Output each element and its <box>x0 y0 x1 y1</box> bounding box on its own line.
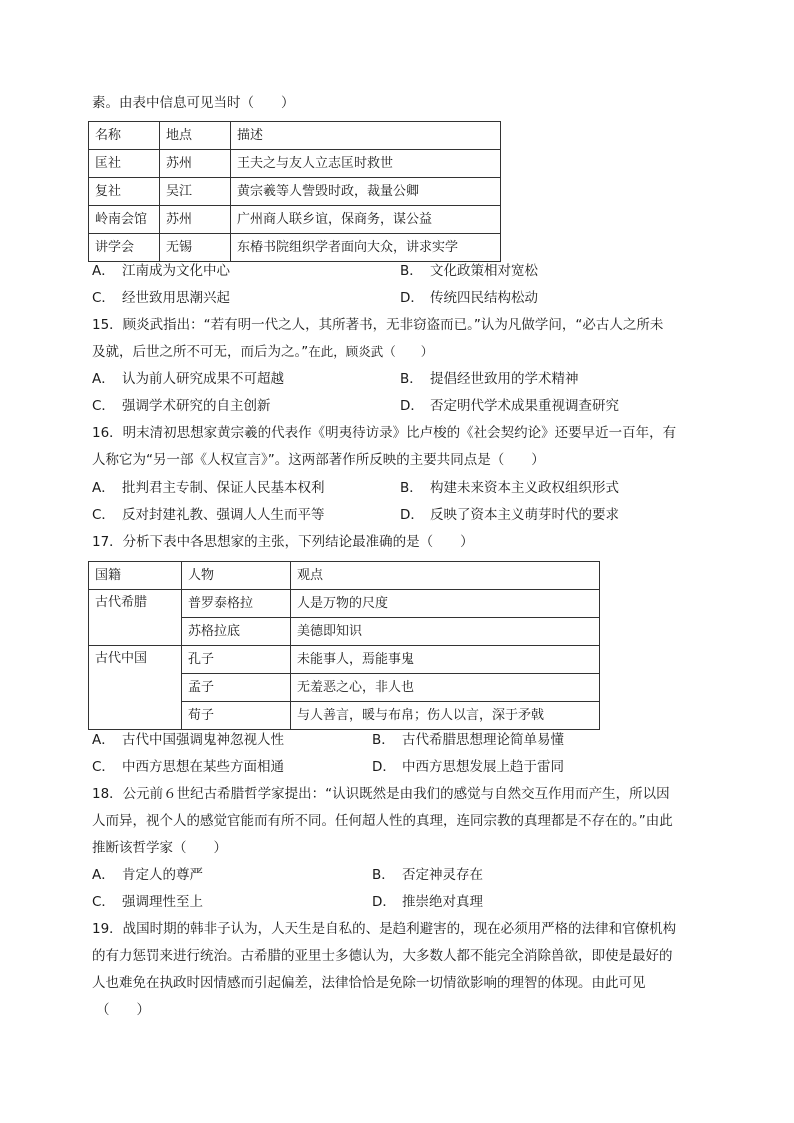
table-header-cell: 地点 <box>160 122 231 150</box>
table-cell: 普罗泰格拉 <box>182 590 291 618</box>
option-d[interactable] <box>372 893 483 911</box>
option-b[interactable] <box>372 731 564 749</box>
option-c[interactable] <box>92 758 284 776</box>
option-text: 认为前人研究成果不可超越 <box>122 371 284 387</box>
table-cell: 无锡 <box>160 234 231 262</box>
question-15-text: 及就，后世之所不可无，而后为之。” <box>92 344 309 360</box>
option-text: 反对封建礼教、强调人人生而平等 <box>122 507 325 523</box>
option-text: 肯定人的尊严 <box>122 867 203 883</box>
option-text: 江南成为文化中心 <box>122 263 230 279</box>
table-header-cell: 国籍 <box>89 562 182 590</box>
question-16-line-2: 人称它为“另一部《人权宣言》”。这两部著作所反映的主要共同点是（ ） <box>92 452 545 468</box>
option-text: 推崇绝对真理 <box>402 894 483 910</box>
table-cell: 匡社 <box>89 150 160 178</box>
option-a[interactable] <box>92 370 284 388</box>
option-c[interactable] <box>92 397 271 415</box>
table-header-cell: 观点 <box>291 562 600 590</box>
option-letter: D． <box>400 398 424 414</box>
option-b[interactable] <box>400 370 579 388</box>
table-2 <box>88 561 600 730</box>
option-b[interactable] <box>372 866 483 884</box>
table-row <box>89 590 600 618</box>
question-19-line-2: 的有力惩罚来进行统治。古希腊的亚里士多德认为，大多数人都不能完全消除兽欲，即使是最好的 <box>92 948 673 964</box>
table-cell: 无羞恶之心，非人也 <box>291 674 600 702</box>
option-d[interactable] <box>400 506 619 524</box>
table-cell: 孔子 <box>182 646 291 674</box>
table-1 <box>88 121 501 262</box>
table-cell: 东椿书院组织学者面向大众，讲求实学 <box>231 234 501 262</box>
option-letter: C． <box>92 759 115 775</box>
option-letter: C． <box>92 894 115 910</box>
table-header-row <box>89 562 600 590</box>
option-d[interactable] <box>372 758 564 776</box>
table-cell: 吴江 <box>160 178 231 206</box>
table-cell: 人是万物的尺度 <box>291 590 600 618</box>
option-c[interactable] <box>92 506 325 524</box>
option-letter: D． <box>372 894 396 910</box>
option-text: 强调学术研究的自主创新 <box>122 398 271 414</box>
option-a[interactable] <box>92 479 325 497</box>
option-letter: A． <box>92 480 115 496</box>
table-cell: 苏州 <box>160 150 231 178</box>
option-letter: A． <box>92 371 115 387</box>
table-cell-nation: 古代中国 <box>89 646 182 730</box>
table-cell: 孟子 <box>182 674 291 702</box>
table-cell: 荀子 <box>182 702 291 730</box>
question-15-stem: 在此，顾炎武（ ） <box>308 344 434 359</box>
option-a[interactable] <box>92 262 230 280</box>
table-header-row <box>89 122 501 150</box>
option-text: 提倡经世致用的学术精神 <box>430 371 579 387</box>
table-cell: 岭南会馆 <box>89 206 160 234</box>
table-row <box>89 234 501 262</box>
option-text: 古代希腊思想理论简单易懂 <box>402 732 564 748</box>
table-row <box>89 646 600 674</box>
option-letter: B． <box>400 263 423 279</box>
table-cell: 苏格拉底 <box>182 618 291 646</box>
question-15-line-2 <box>92 343 433 361</box>
table-cell: 与人善言，暖与布帛；伤人以言，深于矛戟 <box>291 702 600 730</box>
option-c[interactable] <box>92 893 203 911</box>
question-16-line-1: 16．明末清初思想家黄宗羲的代表作《明夷待访录》比卢梭的《社会契约论》还要早近一百年，有 <box>92 425 677 441</box>
option-a[interactable] <box>92 866 203 884</box>
table-cell: 苏州 <box>160 206 231 234</box>
question-19-line-4: （ ） <box>96 1002 150 1018</box>
option-text: 构建未来资本主义政权组织形式 <box>430 480 619 496</box>
option-text: 强调理性至上 <box>122 894 203 910</box>
question-18-line-1: 18．公元前６世纪古希腊哲学家提出：“认识既然是由我们的感觉与自然交互作用而产生，所以因 <box>92 786 670 802</box>
option-d[interactable] <box>400 289 538 307</box>
table-header-cell: 人物 <box>182 562 291 590</box>
question-17-line-1: 17．分析下表中各思想家的主张，下列结论最准确的是（ ） <box>92 534 474 550</box>
question-18-line-2: 人而异，视个人的感觉官能而有所不同。任何超人性的真理，连同宗教的真理都是不存在的。”由此 <box>92 813 673 829</box>
table-header-cell: 描述 <box>231 122 501 150</box>
option-b[interactable] <box>400 479 619 497</box>
option-letter: B． <box>372 867 395 883</box>
option-letter: A． <box>92 732 115 748</box>
option-text: 文化政策相对宽松 <box>430 263 538 279</box>
option-letter: C． <box>92 398 115 414</box>
option-letter: D． <box>400 290 424 306</box>
table-cell: 王夫之与友人立志匡时救世 <box>231 150 501 178</box>
option-letter: C． <box>92 290 115 306</box>
option-text: 否定神灵存在 <box>402 867 483 883</box>
option-letter: B． <box>400 480 423 496</box>
option-letter: D． <box>400 507 424 523</box>
option-letter: A． <box>92 263 115 279</box>
table-cell: 未能事人，焉能事鬼 <box>291 646 600 674</box>
option-b[interactable] <box>400 262 538 280</box>
option-letter: B． <box>372 732 395 748</box>
option-letter: C． <box>92 507 115 523</box>
option-text: 反映了资本主义萌芽时代的要求 <box>430 507 619 523</box>
question-15-line-1: 15．顾炎武指出：“若有明一代之人，其所著书，无非窃盗而已。”认为凡做学问，“必古人之所未 <box>92 317 664 333</box>
table-row <box>89 178 501 206</box>
table-cell: 复社 <box>89 178 160 206</box>
option-c[interactable] <box>92 289 230 307</box>
option-text: 传统四民结构松动 <box>430 290 538 306</box>
table-cell: 美德即知识 <box>291 618 600 646</box>
intro-line: 素。由表中信息可见当时（ ） <box>92 95 295 111</box>
option-a[interactable] <box>92 731 284 749</box>
option-text: 中西方思想在某些方面相通 <box>122 759 284 775</box>
table-cell: 讲学会 <box>89 234 160 262</box>
question-19-line-3: 人也难免在执政时因情感而引起偏差，法律恰恰是免除一切情欲影响的理智的体现。由此可见 <box>92 975 646 991</box>
question-18-line-3: 推断该哲学家（ ） <box>92 840 227 856</box>
table-row <box>89 206 501 234</box>
option-text: 否定明代学术成果重视调查研究 <box>430 398 619 414</box>
table-header-cell: 名称 <box>89 122 160 150</box>
option-letter: B． <box>400 371 423 387</box>
option-letter: D． <box>372 759 396 775</box>
option-d[interactable] <box>400 397 619 415</box>
table-cell-nation: 古代希腊 <box>89 590 182 646</box>
question-19-line-1: 19．战国时期的韩非子认为，人天生是自私的、是趋利避害的，现在必须用严格的法律和官僚机构 <box>92 921 677 937</box>
option-text: 批判君主专制、保证人民基本权利 <box>122 480 325 496</box>
table-cell: 黄宗羲等人訾毁时政，裁量公卿 <box>231 178 501 206</box>
table-row <box>89 150 501 178</box>
option-letter: A． <box>92 867 115 883</box>
option-text: 中西方思想发展上趋于雷同 <box>402 759 564 775</box>
table-cell: 广州商人联乡谊，保商务，谋公益 <box>231 206 501 234</box>
option-text: 古代中国强调鬼神忽视人性 <box>122 732 284 748</box>
option-text: 经世致用思潮兴起 <box>122 290 230 306</box>
